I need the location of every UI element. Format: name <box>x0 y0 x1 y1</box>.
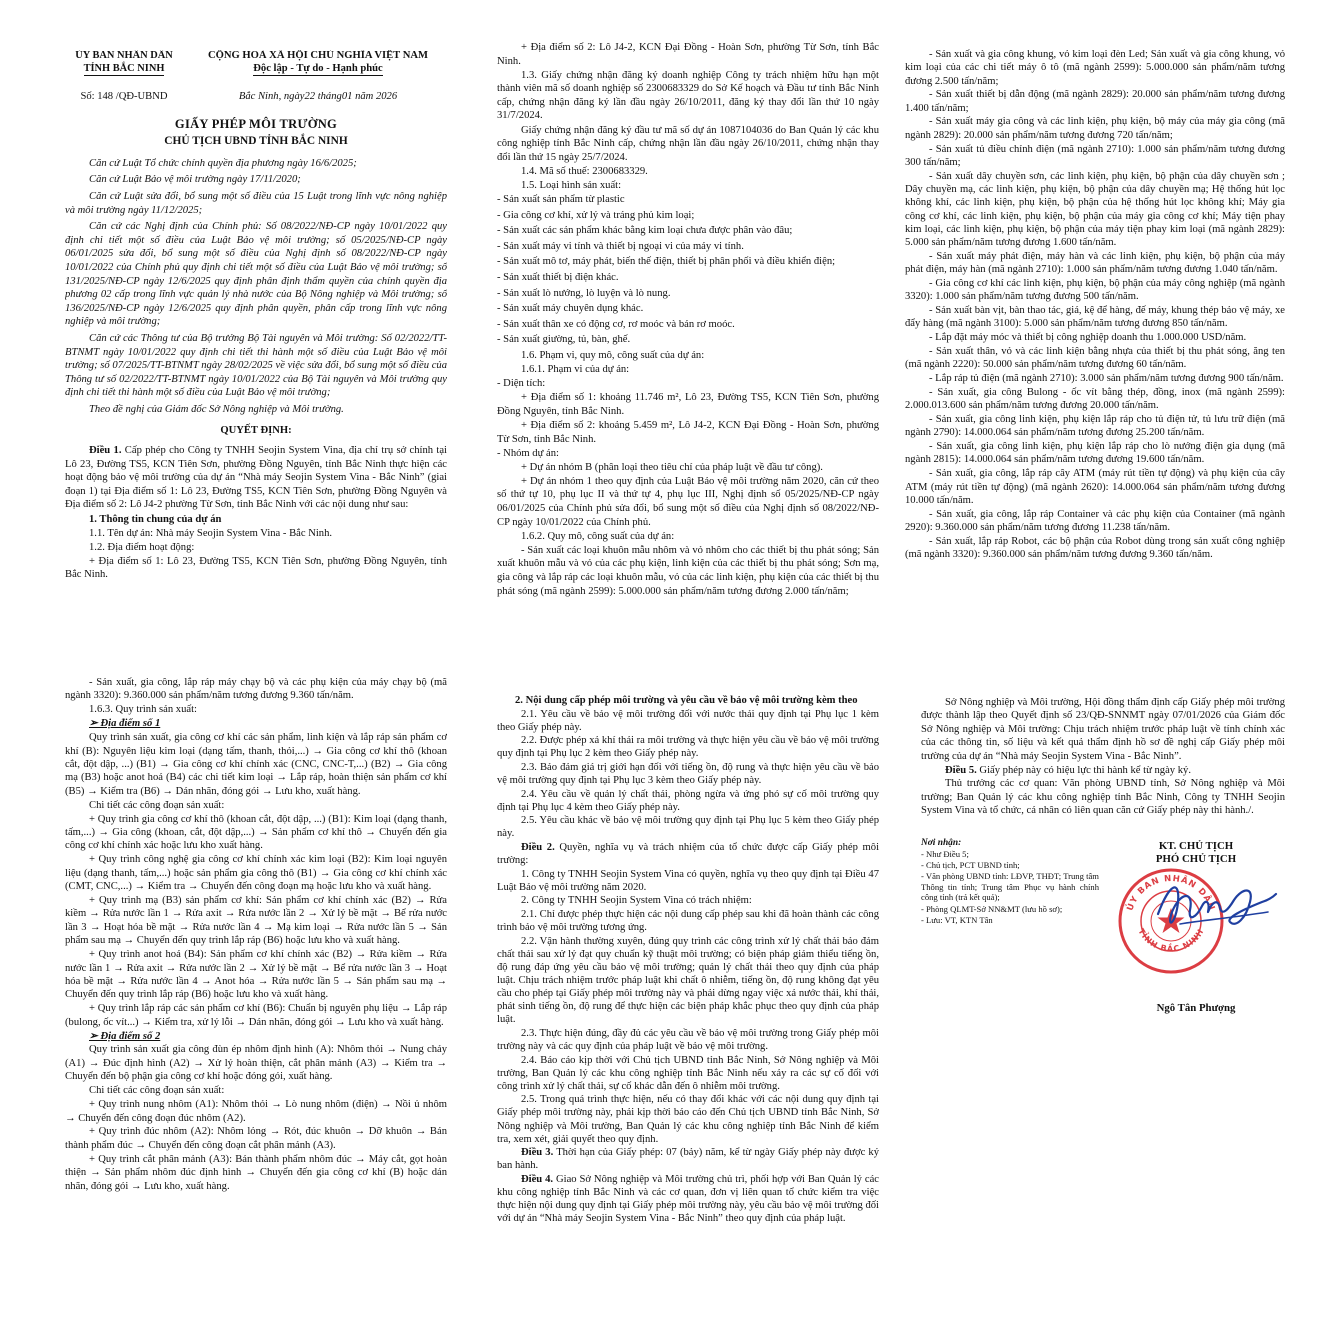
appraisal-council-paragraph: Sở Nông nghiệp và Môi trường, Hội đồng thẩm định cấp Giấy phép môi trường được thành lập theo Quyết định số 23/QĐ-SNNMT ngày 07/01/2026 của Giám đốc Sở Nông nghiệp và Môi trường: Chịu trách nhiệm trước pháp luật về tính chính xác của các thông tin, số liệu và kết quả thẩm định hồ sơ đề nghị cấp Giấy phép môi trường của dự án “Nhà máy Seojin System Vina - Bắc Ninh”. <box>921 697 1285 762</box>
panel-top-middle <box>497 41 879 653</box>
project-location-1: + Địa điểm số 1: Lô 23, Đường TS5, KCN Tiên Sơn, phường Đồng Nguyên, tỉnh Bắc Ninh. <box>65 555 447 581</box>
document-date: Bắc Ninh, ngày22 tháng01 năm 2026 <box>238 91 398 102</box>
obligation-item: 2.3. Thực hiện đúng, đầy đủ các yêu cầu về bảo vệ môi trường trong Giấy phép môi trường này và các quy định của pháp luật về bảo vệ môi trường. <box>497 1027 879 1052</box>
project-group-b: + Dự án nhóm B (phân loại theo tiêu chí của pháp luật về đầu tư công). <box>521 461 823 473</box>
capacity-item: - Sản xuất máy phát điện, máy hàn và các linh kiện, phụ kiện, bộ phận của máy phát điện, máy hàn (mã ngành 2710): 1.000 sản phẩm/năm tương đương 1.040 tấn/năm. <box>905 250 1285 276</box>
process-step: + Quy trình công nghệ gia công cơ khí chính xác kim loại (B2): Kim loại nguyên liệu (dạng thanh, tấm,...) hoặc sản phẩm gia công thô (B1) → Gia công cơ khí chính xác (CMT, CNC,...) → Kiểm tra → Chuyển đến công đoạn mạ hoặc lưu kho và xuất hàng. <box>65 854 447 893</box>
process-heading: 1.6.3. Quy trình sản xuất: <box>89 704 197 716</box>
recipients-heading: Nơi nhận: <box>921 838 962 848</box>
article-5-text: Giấy phép này có hiệu lực thi hành kể từ ngày ký. <box>976 764 1191 776</box>
capacity-item: - Lắp ráp tủ điện (mã ngành 2710): 3.000 sản phẩm/năm tương đương 900 tấn/năm. <box>929 373 1284 385</box>
production-type: - Sản xuất lò nướng, lò luyện và lò nung. <box>497 287 671 299</box>
article-1 <box>65 444 447 512</box>
production-type: - Sản xuất sản phẩm từ plastic <box>497 194 625 206</box>
capacity-item: - Sản xuất, lắp ráp Robot, các bộ phận của Robot dùng trong sản xuất công nghiệp (mã ngành 3320): 9.360.000 sản phẩm/năm tương đương 9.360 tấn/năm. <box>905 535 1285 560</box>
capacity-item: - Sản xuất thân, vỏ và các linh kiện bằng nhựa của thiết bị thu phát sóng, ăng ten (mã ngành 2220): 50.000 sản phẩm/năm tương đương 60 tấn/năm. <box>905 346 1285 371</box>
implementation-paragraph: Thủ trưởng các cơ quan: Văn phòng UBND tỉnh, Sở Nông nghiệp và Môi trường; Ban Quản lý các khu công nghiệp tỉnh Bắc Ninh, Công ty TNHH Seojin System Vina và tổ chức, cá nhân có liên quan căn cứ Giấy phép này thi hành./. <box>921 778 1285 817</box>
legal-basis-6: Theo đề nghị của Giám đốc Sở Nông nghiệp và Môi trường. <box>89 403 344 415</box>
issuer-block <box>65 50 183 76</box>
production-type: - Gia công cơ khí, xử lý và tráng phủ kim loại; <box>497 209 695 221</box>
decision-heading: QUYẾT ĐỊNH: <box>220 425 292 437</box>
permit-item: 2.2. Được phép xả khí thải ra môi trường và thực hiện yêu cầu về bảo vệ môi trường quy định tại Phụ lục 2 kèm theo Giấy phép này. <box>497 735 879 760</box>
production-type: - Sản xuất mô tơ, máy phát, biến thế điện, thiết bị phân phối và điều khiển điện; <box>497 256 836 268</box>
article-1-label: Điều 1. <box>89 445 122 457</box>
motto: Độc lập - Tự do - Hạnh phúc <box>253 63 383 77</box>
section-1-heading: 1. Thông tin chung của dự án <box>89 513 222 525</box>
article-2-text: Quyền, nghĩa vụ và trách nhiệm của tổ chức được cấp Giấy phép môi trường: <box>497 842 879 867</box>
production-types-heading: 1.5. Loại hình sản xuất: <box>521 179 622 191</box>
legal-basis-1: Căn cứ Luật Tổ chức chính quyền địa phương ngày 16/6/2025; <box>89 157 357 169</box>
process-step: Quy trình sản xuất, gia công cơ khí các sản phẩm, linh kiện và lắp ráp sản phẩm cơ khí (B): Nguyên liệu kim loại (dạng tấm, thanh, thỏi,...) → Gia công cơ khí thô (khoan cắt, đột dập, ...) (B1) → Gia công cơ khí chính xác (CNC, CNC-T,...) (B2) → Gia công mạ (B3) hoặc anot hoá (B4) các chi tiết kim loại → Lắp ráp, hoàn thiện sản phẩm cơ khí (B5) → Kiểm tra (B6) → Dán nhãn, đóng gói → Lưu kho, xuất hàng. <box>65 732 447 797</box>
recipient-item: - Văn phòng UBND tỉnh: LĐVP, THĐT; Trung tâm Thông tin tỉnh; Trung tâm Phục vụ hành chính công tỉnh (trả kết quả); <box>921 871 1099 903</box>
investment-registration: Giấy chứng nhận đăng ký đầu tư mã số dự án 1087104036 do Ban Quản lý các khu công nghiệp tỉnh Bắc Ninh cấp, chứng nhận lần đầu ngày 26/10/2011, chứng nhận thay đổi lần thứ 15 ngày 25/7/2024. <box>497 124 879 163</box>
issuer-line-2: TỈNH BẮC NINH <box>84 63 165 77</box>
seal-text-bottom: TỈNH BẮC NINH <box>1136 927 1206 954</box>
national-motto <box>189 50 447 76</box>
capacity-item: - Lắp đặt máy móc và thiết bị công nghiệp doanh thu 1.000.000 USD/năm. <box>929 332 1247 344</box>
obligation-item: 2. Công ty TNHH Seojin System Vina có trách nhiệm: <box>521 895 752 907</box>
article-1-text: Cấp phép cho Công ty TNHH Seojin System Vina, địa chỉ trụ sở chính tại Lô 23, Đường TS5, KCN Tiên Sơn, phường Đồng Nguyên, tỉnh Bắc Ninh thực hiện các hoạt động bảo vệ môi trường của dự án “Nhà máy Seojin System Vina - Bắc Ninh” (giai đoạn 1) tại Địa điểm số 1: Lô 23, Đường TS5, KCN Tiên Sơn, phường Đồng Nguyên và Địa điểm số 2: Lô J4-2 phường Từ Sơn, tỉnh Bắc Ninh với các nội dung như sau: <box>65 445 447 511</box>
capacity-item: - Sản xuất tủ điều chỉnh điện (mã ngành 2710): 1.000 sản phẩm/năm tương đương 300 tấn/năm; <box>905 143 1285 168</box>
section-2-heading: 2. Nội dung cấp phép môi trường và yêu cầu về bảo vệ môi trường kèm theo <box>515 695 858 706</box>
document-title: GIẤY PHÉP MÔI TRƯỜNG <box>174 116 338 131</box>
site-1-heading: ➢ Địa điểm số 1 <box>89 718 161 730</box>
production-type: - Sản xuất thân xe có động cơ, rơ moóc và bán rơ moóc. <box>497 318 735 330</box>
process-step: + Quy trình gia công cơ khí thô (khoan cắt, đột dập, ...) (B1): Kim loại (dạng thanh, tấm,...) → Gia công (khoan, cắt, đột dập,...) → Sản phẩm cơ khí thô → Chuyển đến gia công cơ khí chính xác hoặc lưu kho xuất hàng. <box>65 813 447 852</box>
article-4 <box>497 1173 879 1225</box>
signature-line-2: PHÓ CHỦ TỊCH <box>1155 853 1237 865</box>
permit-item: 2.4. Yêu cầu về quản lý chất thải, phòng ngừa và ứng phó sự cố môi trường quy định tại Phụ lục 4 kèm theo Giấy phép này. <box>497 788 879 813</box>
number-date-row <box>65 90 447 104</box>
article-2-label: Điều 2. <box>521 842 555 854</box>
permit-item: 2.1. Yêu cầu về bảo vệ môi trường đối với nước thải quy định tại Phụ lục 1 kèm theo Giấy phép này. <box>497 708 879 733</box>
site-2-heading: ➢ Địa điểm số 2 <box>89 1030 161 1042</box>
capacity-item: - Sản xuất dây chuyền sơn, các linh kiện, phụ kiện, bộ phận của dây chuyền sơn ; Dây chuyền mạ, các linh kiện, phụ kiện, bộ phận của dây chuyền mạ; Hệ thống hút lọc không khí, các linh kiện, phụ kiện, bộ phận của hệ thống hút lọc không khí; Máy gia công cơ khí, các linh kiện, phụ kiện, bộ phận của máy gia công cơ khí; Máy tiện phay kim loại, các linh kiện, phụ kiện, bộ phận của máy tiện phay kim loại (mã ngành 2829): 5.000 sản phẩm/năm tương đương 1.600 tấn/năm. <box>905 170 1285 249</box>
process-step: Quy trình sản xuất gia công đùn ép nhôm định hình (A): Nhôm thỏi → Nung chảy (A1) → Đúc định hình (A2) → Xử lý hoàn thiện, cắt phân mảnh (A3) → Kiểm tra → Chuyển đến bộ phận gia công cơ khí hoặc đóng gói, xuất hàng. <box>65 1044 447 1083</box>
production-type: - Sản xuất giường, tủ, bàn, ghế. <box>497 334 631 346</box>
process-step: + Quy trình đúc nhôm (A2): Nhôm lỏng → Rót, đúc khuôn → Dỡ khuôn → Bán thành phẩm đúc → Chuyển đến công đoạn cắt phân mảnh (A3). <box>65 1126 447 1151</box>
capacity-item: - Sản xuất và gia công khung, vỏ kim loại đèn Led; Sản xuất và gia công khung, vỏ kim loại của các chi tiết máy ô tô (mã ngành 2599): 5.000.000 sản phẩm/năm tương đương 2.500 tấn/năm; <box>905 49 1285 87</box>
capacity-item: - Sản xuất máy gia công và các linh kiện, phụ kiện, bộ máy của máy gia công (mã ngành 2829): 20.000 sản phẩm/năm tương đương 720 tấn/năm; <box>905 116 1285 141</box>
area-label: - Diện tích: <box>497 378 546 390</box>
handwritten-signature <box>1150 872 1280 942</box>
process-detail-heading: Chi tiết các công đoạn sản xuất: <box>89 1085 225 1097</box>
production-type: - Sản xuất thiết bị điện khác. <box>497 272 619 283</box>
capacity-item: - Sản xuất, gia công linh kiện, phụ kiện lắp ráp cho tủ điện tử, tủ lưu trữ điện (mã ngành 2790): 14.000.064 sản phẩm/năm tương đương 25.200 tấn/năm. <box>905 414 1285 439</box>
signature-line-1: KT. CHỦ TỊCH <box>1158 840 1234 852</box>
project-location-heading: 1.2. Địa điểm hoạt động: <box>89 541 195 553</box>
obligation-item: 1. Công ty TNHH Seojin System Vina có quyền, nghĩa vụ theo quy định tại Điều 47 Luật Bảo vệ môi trường năm 2020. <box>497 868 879 893</box>
scope-subheading: 1.6.1. Phạm vi của dự án: <box>521 364 630 376</box>
capacity-item: - Sản xuất, gia công Bulong - ốc vít bằng thép, đồng, inox (mã ngành 2599): 2.000.013.600 sản phẩm/năm tương đương 20.000 tấn/năm. <box>905 386 1285 412</box>
area-site-2: + Địa điểm số 2: khoảng 5.459 m², Lô J4-2, KCN Đại Đồng - Hoàn Sơn, phường Từ Sơn, tỉnh Bắc Ninh. <box>497 419 879 445</box>
legal-basis-2: Căn cứ Luật Bảo vệ môi trường ngày 17/11/2020; <box>89 174 301 186</box>
article-3 <box>497 1146 879 1172</box>
signer-name-block <box>1108 1002 1284 1022</box>
project-location-2: + Địa điểm số 2: Lô J4-2, KCN Đại Đồng - Hoàn Sơn, phường Từ Sơn, tỉnh Bắc Ninh. <box>497 42 879 67</box>
tax-code: 1.4. Mã số thuế: 2300683329. <box>521 165 648 177</box>
legal-basis-3: Căn cứ Luật sửa đổi, bổ sung một số điều của 15 Luật trong lĩnh vực nông nghiệp và môi trường ngày 11/12/2025; <box>65 190 447 216</box>
process-step: + Quy trình anot hoá (B4): Sản phẩm cơ khí chính xác (B2) → Rửa kiềm → Rửa nước lần 1 → Rửa axit → Rửa nước lần 2 → Xử lý bề mặt → Bể rửa nước lần 3 → Hoạt hóa bề mặt → Rửa nước lần 4 → Anot hóa → Rửa nước lần 5 → Sản phẩm sau mạ → Chuyển đến quy trình lắp ráp (B6) hoặc lưu kho và xuất hàng. <box>65 949 447 1001</box>
article-4-label: Điều 4. <box>521 1173 554 1185</box>
article-5-label: Điều 5. <box>945 764 977 776</box>
process-step: + Quy trình cắt phân mảnh (A3): Bán thành phẩm nhôm đúc → Máy cắt, gọt hoàn thiện → Sản phẩm nhôm đúc định hình → Chuyển đến gia công cơ khí (B) hoặc dán nhãn, đóng gói → Lưu kho, xuất hàng. <box>65 1153 447 1192</box>
obligation-item: 2.5. Trong quá trình thực hiện, nếu có thay đổi khác với các nội dung quy định tại Giấy phép môi trường này, phải kịp thời báo cáo đến Chủ tịch UBND tỉnh Bắc Ninh, Sở Nông nghiệp và Môi trường, Ban Quản lý các khu công nghiệp tỉnh Bắc Ninh để kiểm tra, xem xét, giải quyết theo quy định. <box>497 1094 879 1145</box>
capacity-item: - Sản xuất bàn vịt, bàn thao tác, giá, kệ để hàng, đế máy, khung thép bảo vệ máy, xe đẩy hàng (mã ngành 3100): 5.000 sản phẩm/năm tương đương 850 tấn/năm. <box>905 305 1285 330</box>
capacity-item: - Gia công cơ khí các linh kiện, phụ kiện, bộ phận của máy công nghiệp (mã ngành 3320): 1.000 sản phẩm/năm tương đương 500 tấn/năm. <box>905 278 1285 303</box>
recipient-item: - Phòng QLMT-Sở NN&MT (lưu hồ sơ); <box>921 903 1063 914</box>
legal-basis-5: Căn cứ các Thông tư của Bộ trưởng Bộ Tài nguyên và Môi trường: Số 02/2022/TT-BTNMT ngày 10/01/2022 quy định chi tiết thi hành một số điều của Luật Bảo vệ môi trường; số 07/2025/TT-BTNMT ngày 28/02/2025 về việc sửa đổi, bổ sung một số điều của Thông tư số 02/2022/TT-BTNMT ngày 10/01/2022 của Bộ Tài nguyên và Môi trường quy định chi tiết thi hành một số điều của Luật Bảo vệ môi trường; <box>65 332 447 399</box>
obligation-item: 2.2. Vận hành thường xuyên, đúng quy trình các công trình xử lý chất thải bảo đảm chất thải sau xử lý đạt quy chuẩn kỹ thuật môi trường; có biện pháp giảm thiểu tiếng ồn, độ rung đáp ứng yêu cầu bảo vệ môi trường; quản lý chất thải theo quy định của pháp luật. Chịu trách nhiệm trước pháp luật khi chất ô nhiễm, tiếng ồn, độ rung không đạt yêu cầu cho phép tại Giấy phép môi trường này và phải dừng ngay việc xả nước thải, khí thải, phát sinh tiếng ồn, độ rung để thực hiện các biện pháp khắc phục theo quy định của pháp luật. <box>497 935 879 1026</box>
permit-item: 2.3. Bảo đảm giá trị giới hạn đối với tiếng ồn, độ rung và thực hiện yêu cầu về bảo vệ môi trường quy định tại Phụ lục 3 kèm theo Giấy phép này. <box>497 761 879 787</box>
recipients-block <box>921 838 1099 948</box>
recipient-item: - Lưu: VT, KTN Tân <box>921 914 993 925</box>
process-step: + Quy trình lắp ráp các sản phẩm cơ khí (B6): Chuẩn bị nguyên phụ liệu → Lắp ráp (bulong, ốc vít...) → Kiểm tra, xử lý lỗi → Dán nhãn, đóng gói → Lưu kho và xuất hàng. <box>65 1003 447 1028</box>
production-type: - Sản xuất máy chuyên dụng khác. <box>497 303 644 315</box>
legal-basis-4: Căn cứ các Nghị định của Chính phủ: Số 08/2022/NĐ-CP ngày 10/01/2022 quy định chi tiết một số điều của Luật Bảo vệ môi trường; số 05/2025/NĐ-CP ngày 06/01/2025 sửa đổi, bổ sung một số điều của Nghị định số 08/2022/NĐ-CP ngày 10/01/2022 của Chính phủ quy định chi tiết một số điều của Luật Bảo vệ môi trường; số 131/2025/NĐ-CP ngày 12/6/2025 quy định phân định thẩm quyền của chính quyền địa phương 02 cấp trong lĩnh vực quản lý nhà nước của Bộ Nông nghiệp và Môi trường; số 136/2025/NĐ-CP ngày 12/6/2025 quy định phân quyền, phân cấp trong lĩnh vực nông nghiệp và môi trường; <box>65 221 447 328</box>
article-2 <box>497 841 879 867</box>
document-number: Số: 148 /QĐ-UBND <box>80 91 168 102</box>
production-type: - Sản xuất máy vi tính và thiết bị ngoại vi của máy vi tính. <box>497 240 744 252</box>
process-step: + Quy trình mạ (B3) sản phẩm cơ khí: Sản phẩm cơ khí chính xác (B2) → Rửa kiềm → Rửa nước lần 1 → Rửa axit → Rửa nước lần 2 → Xử lý bề mặt → Bể rửa nước lần 3 → Hoạt hóa bề mặt → Rửa nước lần 4 → Mạ kim loại → Rửa nước lần 5 → Sản phẩm sau mạ → Chuyển đến quy trình lắp ráp (B6) hoặc lưu kho và xuất hàng. <box>65 895 447 947</box>
project-group-label: - Nhóm dự án: <box>497 447 559 459</box>
article-4-text: Giao Sở Nông nghiệp và Môi trường chủ trì, phối hợp với Ban Quản lý các khu công nghiệp tỉnh Bắc Ninh và các cơ quan, đơn vị liên quan tổ chức kiểm tra việc thực hiện nội dung quy định tại Giấy phép môi trường này, yêu cầu bảo vệ môi trường đối với dự án “Nhà máy Seojin System Vina - Bắc Ninh” theo quy định của pháp luật. <box>497 1173 879 1225</box>
recipient-item: - Chủ tịch, PCT UBND tỉnh; <box>921 860 1020 871</box>
recipient-item: - Như Điều 5; <box>921 849 969 860</box>
document-subtitle: CHỦ TỊCH UBND TỈNH BẮC NINH <box>164 135 348 148</box>
process-detail-heading: Chi tiết các công đoạn sản xuất: <box>89 799 225 811</box>
panel-top-left <box>65 50 447 650</box>
capacity-item: - Sản xuất các loại khuôn mẫu nhôm và vỏ nhôm cho các thiết bị thu phát sóng; Sản xuất khuôn mẫu và vỏ của các phụ kiện, linh kiện của các thiết bị thu phát sóng; Sơn mạ, gia công và lắp ráp các loại khuôn mẫu, vỏ của các linh kiện, phụ kiện của các thiết bị thu phát sóng (mã ngành 2599): 5.000.000 sản phẩm/năm tương đương 2.000 tấn/năm; <box>497 544 879 597</box>
panel-bottom-middle <box>497 694 879 1298</box>
capacity-item: - Sản xuất, gia công, lắp ráp cây ATM (máy rút tiền tự động) và phụ kiện của cây ATM (máy rút tiền tự động) (mã ngành 2620): 14.000.064 sản phẩm/năm tương đương 10.000 tấn/năm. <box>905 468 1285 506</box>
capacity-item: - Sản xuất, gia công linh kiện, phụ kiện lắp ráp cho lò nướng điện gia dụng (mã ngành 2815): 14.000.064 sản phẩm/năm tương đương 19.600 tấn/năm. <box>905 441 1285 466</box>
article-3-text: Thời hạn của Giấy phép: 07 (bảy) năm, kể từ ngày Giấy phép này được ký ban hành. <box>497 1147 879 1172</box>
panel-top-right <box>905 48 1285 653</box>
capacity-item: - Sản xuất, gia công, lắp ráp Container và các phụ kiện của Container (mã ngành 2920): 9.360.000 sản phẩm/năm tương đương 11.238 tấn/năm. <box>905 508 1285 533</box>
national-title: CỘNG HOÀ XÃ HỘI CHỦ NGHĨA VIỆT NAM <box>207 50 429 61</box>
document-header <box>65 50 447 76</box>
project-name: 1.1. Tên dự án: Nhà máy Seojin System Vina - Bắc Ninh. <box>89 527 333 539</box>
capacity-item: - Sản xuất, gia công, lắp ráp máy chạy bộ và các phụ kiện của máy chạy bộ (mã ngành 3320): 9.360.000 sản phẩm/năm tương đương 9.360 tấn/năm. <box>65 677 447 702</box>
article-3-label: Điều 3. <box>521 1147 554 1159</box>
business-registration: 1.3. Giấy chứng nhận đăng ký doanh nghiệp Công ty trách nhiệm hữu hạn một thành viên mã số doanh nghiệp số 2300683329 do Sở Kế hoạch và Đầu tư tỉnh Bắc Ninh cấp, chứng nhận đăng ký lần đầu ngày 26/10/2011, đăng ký thay đổi lần thứ 10 ngày 31/7/2024. <box>497 69 879 122</box>
project-group-1: + Dự án nhóm 1 theo quy định của Luật Bảo vệ môi trường năm 2020, căn cứ theo số thứ tự 10, phụ lục II và thứ tự 4, phụ lục III, Nghị định số 05/2025/NĐ-CP ngày 06/01/2025 của Chính phủ sửa đổi, bổ sung một số điều của Nghị định số 08/2022/NĐ-CP ngày 10/01/2022 của Chính phủ. <box>497 475 879 528</box>
capacity-item: - Sản xuất thiết bị dẫn động (mã ngành 2829): 20.000 sản phẩm/năm tương đương 1.400 tấn/năm; <box>905 89 1285 114</box>
area-site-1: + Địa điểm số 1: khoảng 11.746 m², Lô 23, Đường TS5, KCN Tiên Sơn, phường Đồng Nguyên, tỉnh Bắc Ninh. <box>497 392 879 417</box>
obligation-item: 2.4. Báo cáo kịp thời với Chủ tịch UBND tỉnh Bắc Ninh, Sở Nông nghiệp và Môi trường, Ban Quản lý các khu công nghiệp tỉnh Bắc Ninh nếu xảy ra các sự cố đối với công trình xử lý chất thải, sự cố khác dẫn đến ô nhiễm môi trường. <box>497 1054 879 1092</box>
issuer-line-1: ỦY BAN NHÂN DÂN <box>75 50 173 61</box>
panel-bottom-left <box>65 676 447 1298</box>
signer-name: Ngô Tân Phượng <box>1156 1002 1236 1014</box>
process-step: + Quy trình nung nhôm (A1): Nhôm thỏi → Lò nung nhôm (điện) → Nồi ủ nhôm → Chuyển đến công đoạn đúc nhôm (A2). <box>65 1099 447 1124</box>
permit-item: 2.5. Yêu cầu khác về bảo vệ môi trường quy định tại Phụ lục 5 kèm theo Giấy phép này. <box>497 815 879 840</box>
production-type: - Sản xuất các sản phẩm khác bằng kim loại chưa được phân vào đâu; <box>497 225 793 237</box>
capacity-heading: 1.6.2. Quy mô, công suất của dự án: <box>521 530 675 542</box>
scope-heading: 1.6. Phạm vi, quy mô, công suất của dự án: <box>521 349 705 361</box>
obligation-item: 2.1. Chỉ được phép thực hiện các nội dung cấp phép sau khi đã hoàn thành các công trình bảo vệ môi trường tương ứng. <box>497 909 879 934</box>
article-5 <box>921 764 1285 777</box>
seal-text-top: ỦY BAN NHÂN DÂN <box>1125 873 1217 913</box>
